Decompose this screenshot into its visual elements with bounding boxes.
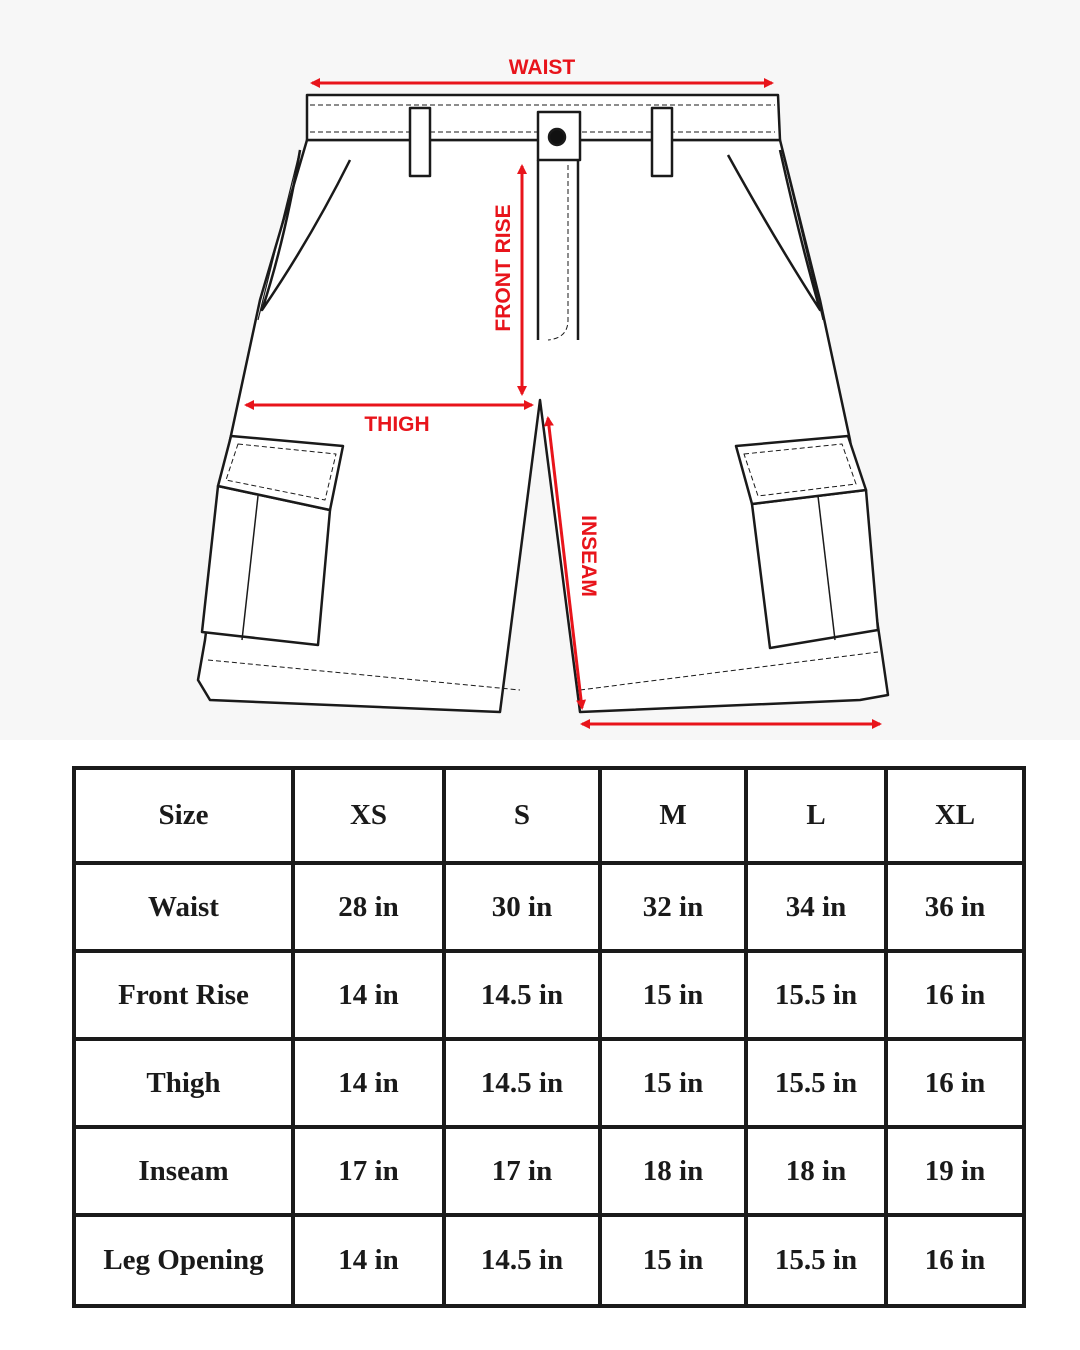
front-rise-label: FRONT RISE: [492, 204, 515, 332]
row-label-cell: Inseam: [74, 1127, 293, 1215]
belt-loop-right: [652, 108, 672, 176]
header-cell: M: [600, 768, 746, 863]
value-cell: 17 in: [444, 1127, 600, 1215]
value-cell: 34 in: [746, 863, 886, 951]
table-row: [74, 1039, 1024, 1127]
value-cell: 15 in: [600, 1215, 746, 1306]
value-cell: 19 in: [886, 1127, 1024, 1215]
table-row: [74, 863, 1024, 951]
table-row: [74, 951, 1024, 1039]
inseam-label: INSEAM: [577, 515, 600, 597]
waist-label: WAIST: [508, 56, 576, 79]
value-cell: 15.5 in: [746, 1039, 886, 1127]
cargo-pocket-right: [752, 490, 878, 648]
thigh-label: THIGH: [364, 413, 430, 436]
value-cell: 18 in: [746, 1127, 886, 1215]
value-cell: 15.5 in: [746, 951, 886, 1039]
value-cell: 16 in: [886, 1039, 1024, 1127]
value-cell: 17 in: [293, 1127, 444, 1215]
value-cell: 16 in: [886, 1215, 1024, 1306]
header-cell: Size: [74, 768, 293, 863]
header-cell: L: [746, 768, 886, 863]
value-cell: 14.5 in: [444, 1039, 600, 1127]
header-cell: XL: [886, 768, 1024, 863]
cargo-pocket-left: [202, 486, 330, 645]
table-row: [74, 1215, 1024, 1306]
header-cell: S: [444, 768, 600, 863]
row-label-cell: Front Rise: [74, 951, 293, 1039]
value-cell: 30 in: [444, 863, 600, 951]
value-cell: 32 in: [600, 863, 746, 951]
row-label-cell: Waist: [74, 863, 293, 951]
value-cell: 28 in: [293, 863, 444, 951]
value-cell: 36 in: [886, 863, 1024, 951]
value-cell: 18 in: [600, 1127, 746, 1215]
row-label-cell: Leg Opening: [74, 1215, 293, 1306]
value-cell: 15 in: [600, 1039, 746, 1127]
belt-loop-left: [410, 108, 430, 176]
table-header-row: [74, 768, 1024, 863]
value-cell: 14 in: [293, 1215, 444, 1306]
value-cell: 14 in: [293, 1039, 444, 1127]
value-cell: 15 in: [600, 951, 746, 1039]
waist-button: [549, 129, 565, 145]
value-cell: 15.5 in: [746, 1215, 886, 1306]
value-cell: 14 in: [293, 951, 444, 1039]
size-chart-table: [72, 766, 1026, 1308]
value-cell: 16 in: [886, 951, 1024, 1039]
header-cell: XS: [293, 768, 444, 863]
table-row: [74, 1127, 1024, 1215]
value-cell: 14.5 in: [444, 951, 600, 1039]
row-label-cell: Thigh: [74, 1039, 293, 1127]
value-cell: 14.5 in: [444, 1215, 600, 1306]
